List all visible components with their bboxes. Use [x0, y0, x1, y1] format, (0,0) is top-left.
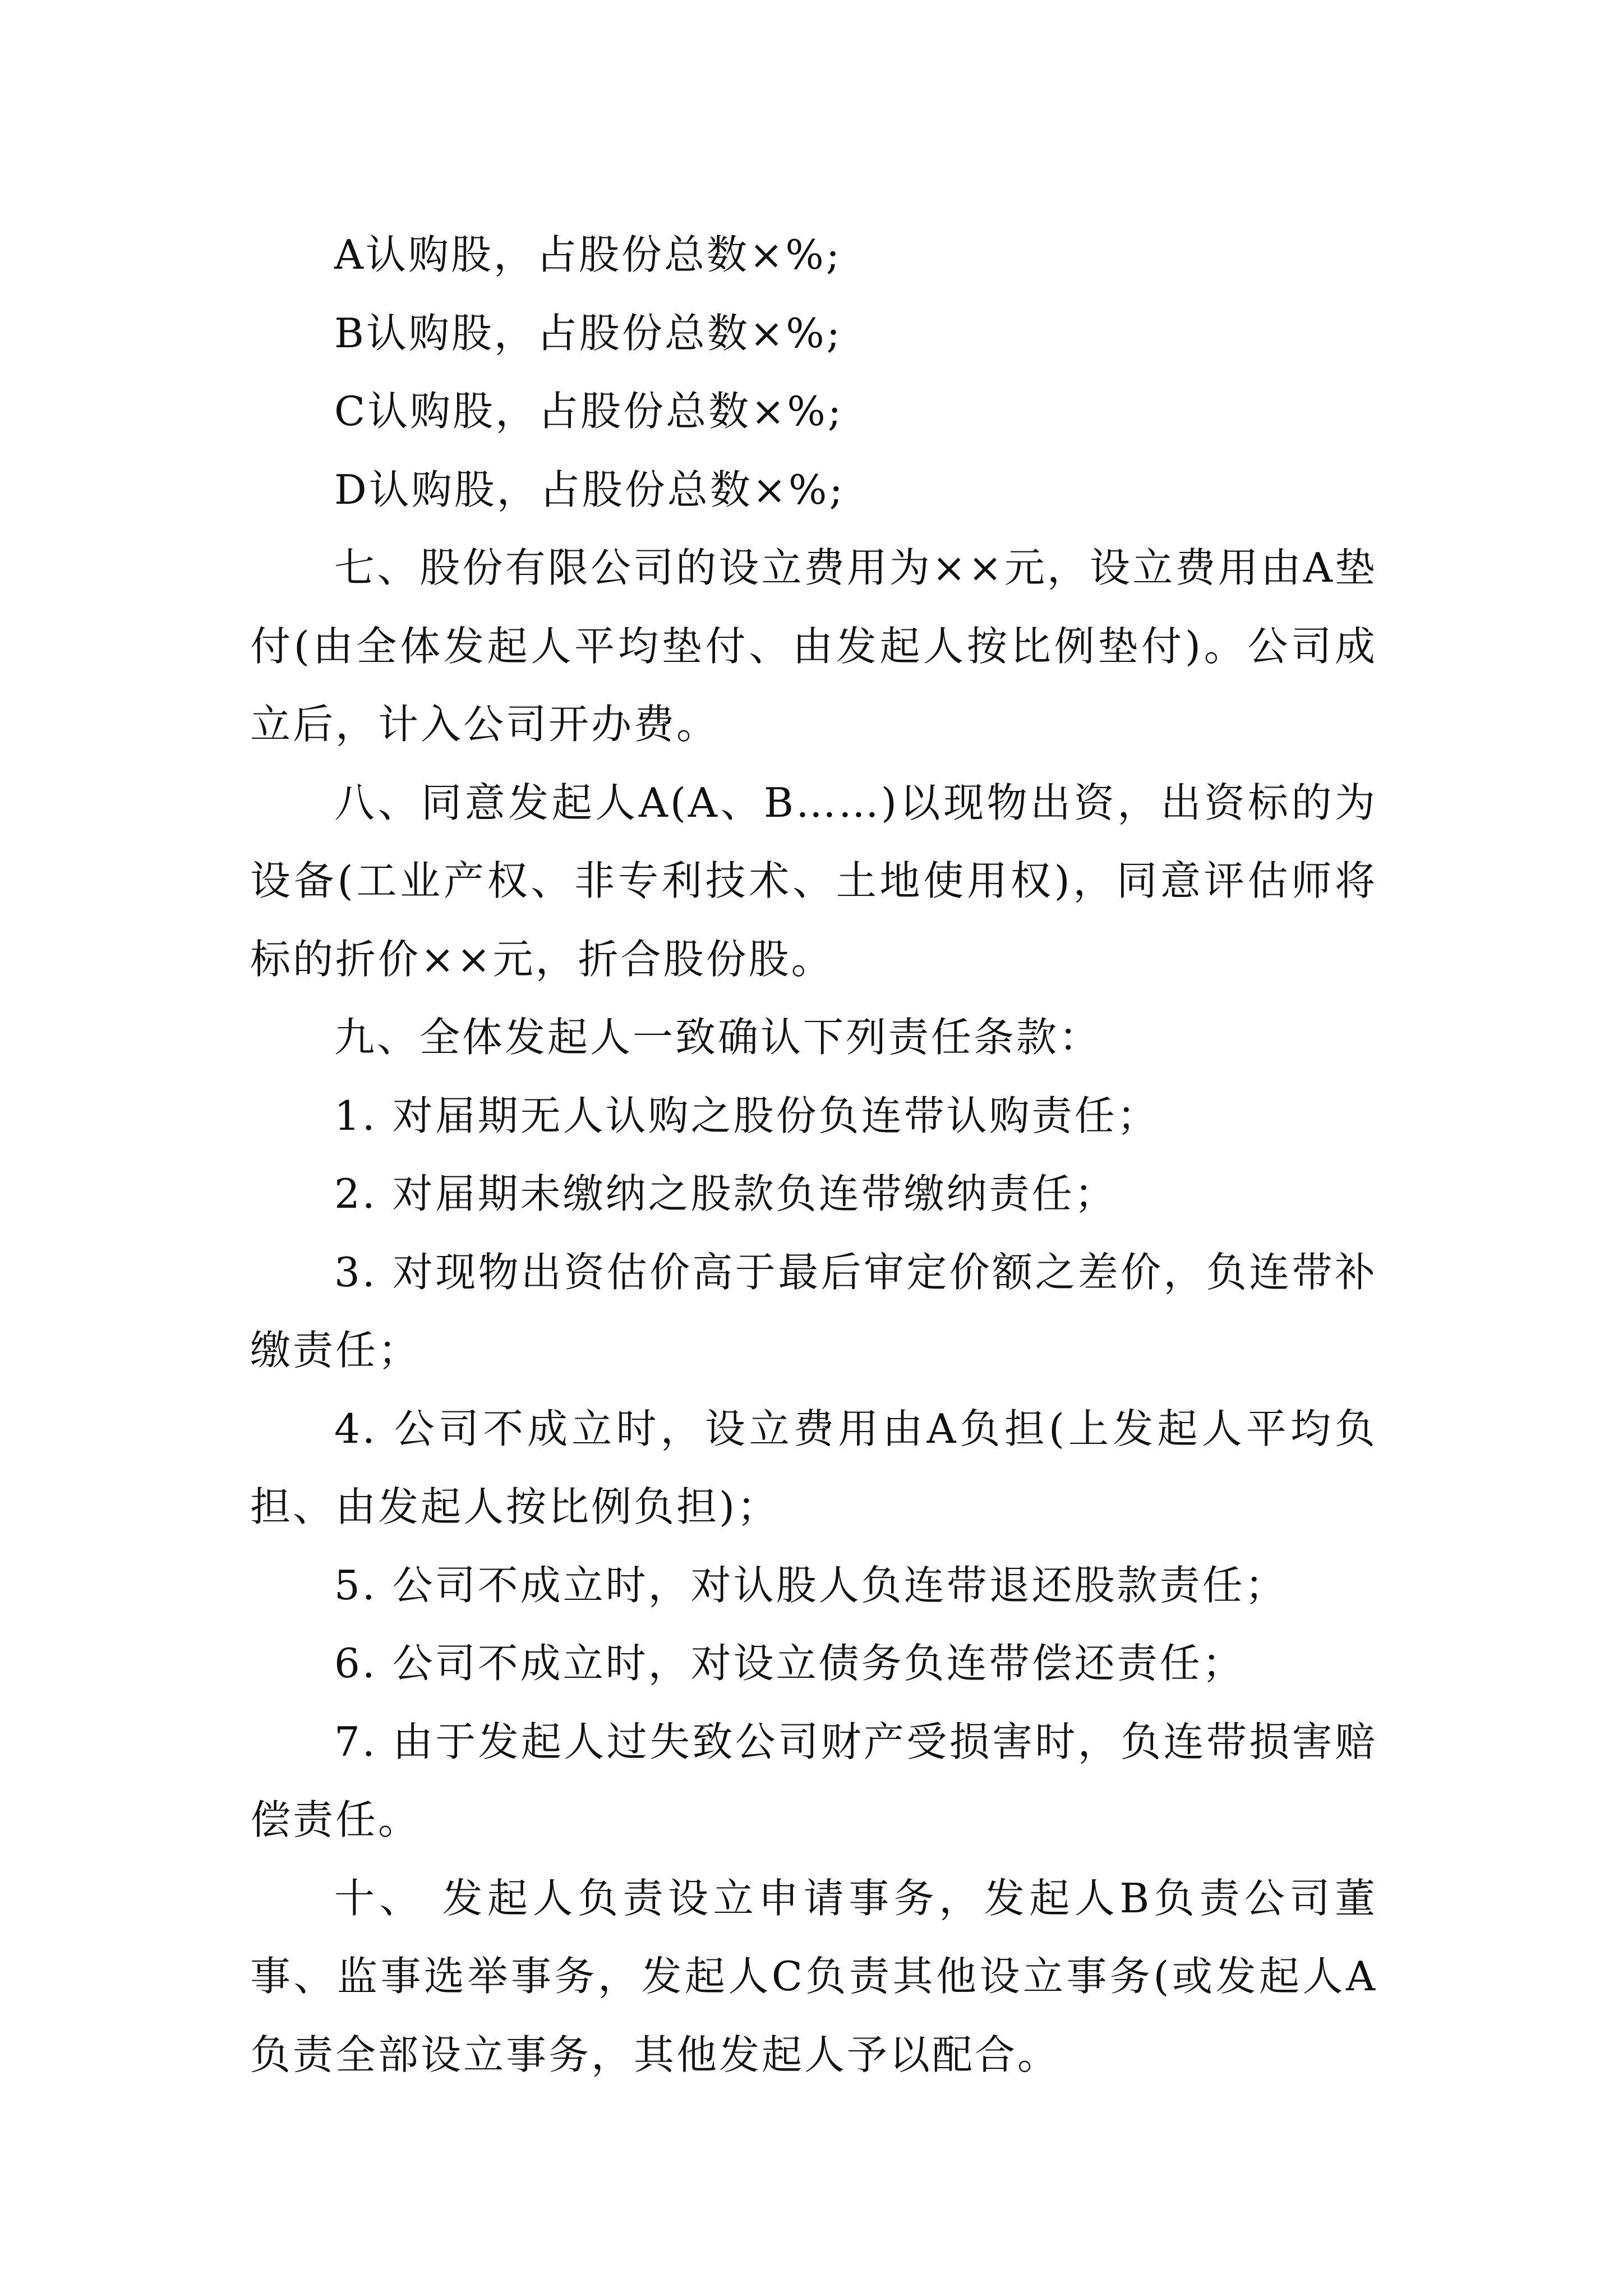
paragraph-clause-8: 八、同意发起人A(A、B……)以现物出资，出资标的为设备(工业产权、非专利技术、土地使用权)，同意评估师将标的折价××元，折合股份股。 [250, 779, 1377, 983]
paragraph-item-7: 7. 由于发起人过失致公司财产受损害时，负连带损害赔偿责任。 [250, 1718, 1377, 1843]
paragraph-item-3: 3. 对现物出资估价高于最后审定价额之差价，负连带补缴责任； [250, 1248, 1377, 1374]
paragraph-item-6: 6. 公司不成立时，对设立债务负连带偿还责任； [334, 1640, 1245, 1687]
paragraph-subscription-b: B认购股，占股份总数×%; [334, 309, 842, 357]
document-body [250, 216, 1377, 2094]
paragraph-item-4: 4. 公司不成立时，设立费用由A负担(上发起人平均负担、由发起人按比例负担)； [250, 1405, 1377, 1530]
paragraph-item-5: 5. 公司不成立时，对认股人负连带退还股款责任； [334, 1561, 1288, 1609]
paragraph-subscription-d: D认购股，占股份总数×%; [334, 466, 845, 513]
paragraph-subscription-a: A认购股，占股份总数×%; [334, 231, 842, 278]
paragraph-clause-10: 十、 发起人负责设立申请事务，发起人B负责公司董事、监事选举事务，发起人C负责其他设立事务(或发起人A负责全部设立事务，其他发起人予以配合。 [250, 1874, 1377, 2078]
paragraph-item-2: 2. 对届期未缴纳之股款负连带缴纳责任； [334, 1170, 1117, 1217]
paragraph-clause-9: 九、全体发起人一致确认下列责任条款： [334, 1014, 1102, 1061]
paragraph-subscription-c: C认购股，占股份总数×%; [334, 388, 844, 435]
paragraph-clause-7: 七、股份有限公司的设立费用为××元，设立费用由A垫付(由全体发起人平均垫付、由发起人按比例垫付)。公司成立后，计入公司开办费。 [250, 544, 1377, 748]
paragraph-item-1: 1. 对届期无人认购之股份负连带认购责任； [334, 1092, 1160, 1139]
